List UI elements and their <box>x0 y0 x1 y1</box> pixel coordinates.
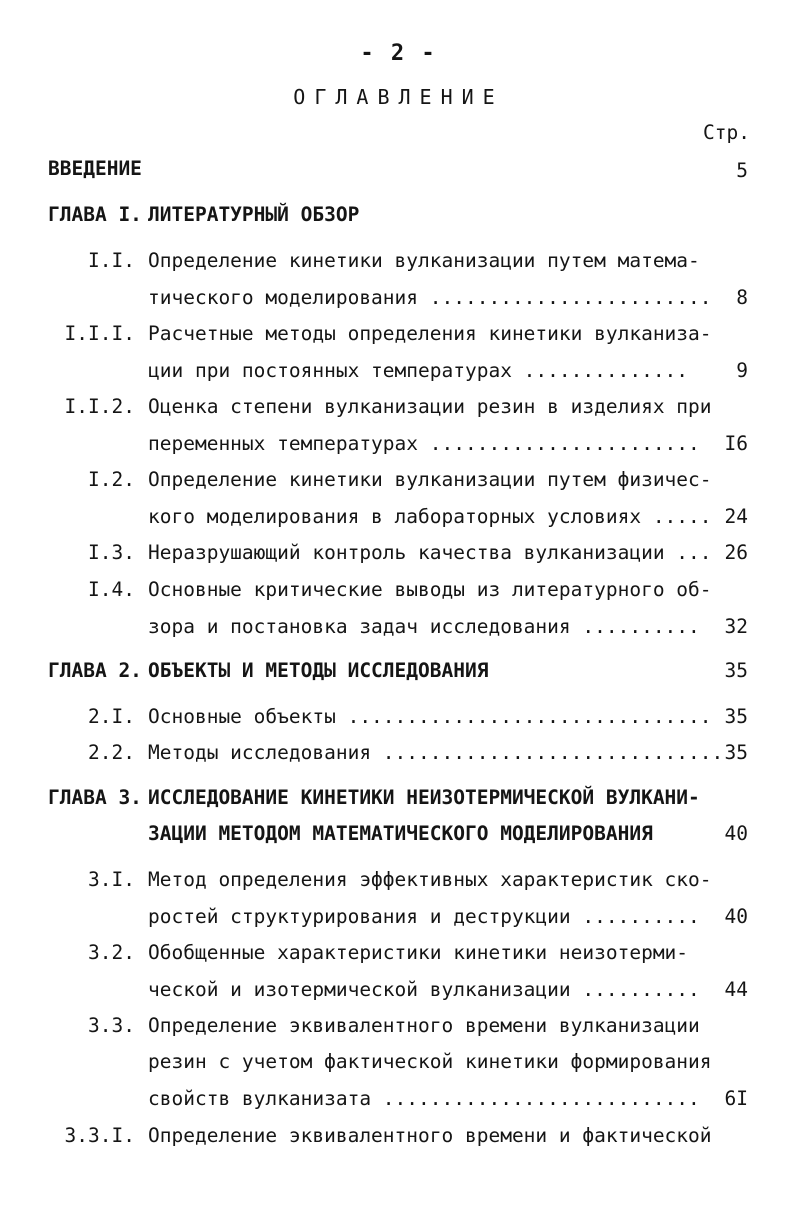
toc-section-number: 3.I. <box>88 868 135 891</box>
toc-chapter-title: ЛИТЕРАТУРНЫЙ ОБЗОР <box>148 203 360 226</box>
page-column-label: Стр. <box>703 121 750 144</box>
toc-page-number: 26 <box>724 541 748 564</box>
toc-section-number: 3.3.I. <box>64 1124 135 1147</box>
toc-chapter-number: ГЛАВА I. <box>48 203 142 226</box>
toc-page-number: 35 <box>724 659 748 682</box>
toc-section-title: Определение кинетики вулканизации путем физичес- <box>148 468 712 491</box>
toc-section-title-cont: резин с учетом фактической кинетики формирования <box>148 1050 712 1073</box>
toc-page-number: 32 <box>724 615 748 638</box>
page-number: - 2 - <box>360 41 437 66</box>
toc-section-number: I.3. <box>88 541 135 564</box>
toc-section-number: I.I.2. <box>64 395 135 418</box>
toc-section-title-cont: зора и постановка задач исследования .......... <box>148 615 700 638</box>
toc-chapter-title: ИССЛЕДОВАНИЕ КИНЕТИКИ НЕИЗОТЕРМИЧЕСКОЙ ВУЛКАНИ- <box>148 786 700 809</box>
toc-section-title: Основные объекты ............................... <box>148 705 712 728</box>
toc-section-title-cont: кого моделирования в лабораторных условиях ..... <box>148 505 712 528</box>
toc-section-title-cont: ции при постоянных температурах .............. <box>148 359 689 382</box>
toc-section-number: 2.I. <box>88 705 135 728</box>
toc-page-number: 35 <box>724 741 748 764</box>
toc-section-number: I.4. <box>88 578 135 601</box>
toc-section-title-cont: ростей структурирования и деструкции .......... <box>148 905 700 928</box>
toc-section-number: 2.2. <box>88 741 135 764</box>
toc-page-number: 5 <box>736 159 748 182</box>
toc-section-title: Определение кинетики вулканизации путем матема- <box>148 249 700 272</box>
toc-section-title-cont: переменных температурах ....................... <box>148 432 700 455</box>
toc-page-number: 24 <box>724 505 748 528</box>
toc-page-number: 35 <box>724 705 748 728</box>
toc-heading: ОГЛАВЛЕНИЕ <box>293 85 504 109</box>
toc-section-number: 3.3. <box>88 1014 135 1037</box>
toc-section-title: Определение эквивалентного времени вулканизации <box>148 1014 700 1037</box>
toc-section-number: I.I.I. <box>64 322 135 345</box>
toc-chapter-title: ОБЪЕКТЫ И МЕТОДЫ ИССЛЕДОВАНИЯ <box>148 659 489 682</box>
toc-page-number: 9 <box>736 359 748 382</box>
toc-section-title: Оценка степени вулканизации резин в изделиях при <box>148 395 712 418</box>
toc-section-title: Основные критические выводы из литературного об- <box>148 578 712 601</box>
toc-section-number: I.I. <box>88 249 135 272</box>
toc-section-number: 3.2. <box>88 941 135 964</box>
toc-chapter-number: ГЛАВА 3. <box>48 786 142 809</box>
toc-page-number: 6I <box>724 1087 748 1110</box>
toc-section-title: Расчетные методы определения кинетики вулканиза- <box>148 322 712 345</box>
toc-intro-label: ВВЕДЕНИЕ <box>48 157 142 180</box>
toc-chapter-number: ГЛАВА 2. <box>48 659 142 682</box>
toc-section-title: Определение эквивалентного времени и фактической <box>148 1124 712 1147</box>
toc-section-title: Неразрушающий контроль качества вулканизации ... <box>148 541 712 564</box>
toc-section-title-cont: свойств вулканизата ........................... <box>148 1087 700 1110</box>
toc-chapter-title-cont: ЗАЦИИ МЕТОДОМ МАТЕМАТИЧЕСКОГО МОДЕЛИРОВАНИЯ <box>148 822 653 845</box>
toc-section-title: Методы исследования ............................. <box>148 741 724 764</box>
toc-page-number: 8 <box>736 286 748 309</box>
toc-section-title: Обобщенные характеристики кинетики неизотерми- <box>148 941 689 964</box>
toc-page-number: 44 <box>724 978 748 1001</box>
toc-section-title-cont: ческой и изотермической вулканизации .......... <box>148 978 700 1001</box>
toc-section-title: Метод определения эффективных характеристик ско- <box>148 868 712 891</box>
toc-section-title-cont: тического моделирования ........................ <box>148 286 712 309</box>
toc-section-number: I.2. <box>88 468 135 491</box>
toc-page-number: I6 <box>724 432 748 455</box>
toc-page-number: 40 <box>724 822 748 845</box>
toc-page-number: 40 <box>724 905 748 928</box>
